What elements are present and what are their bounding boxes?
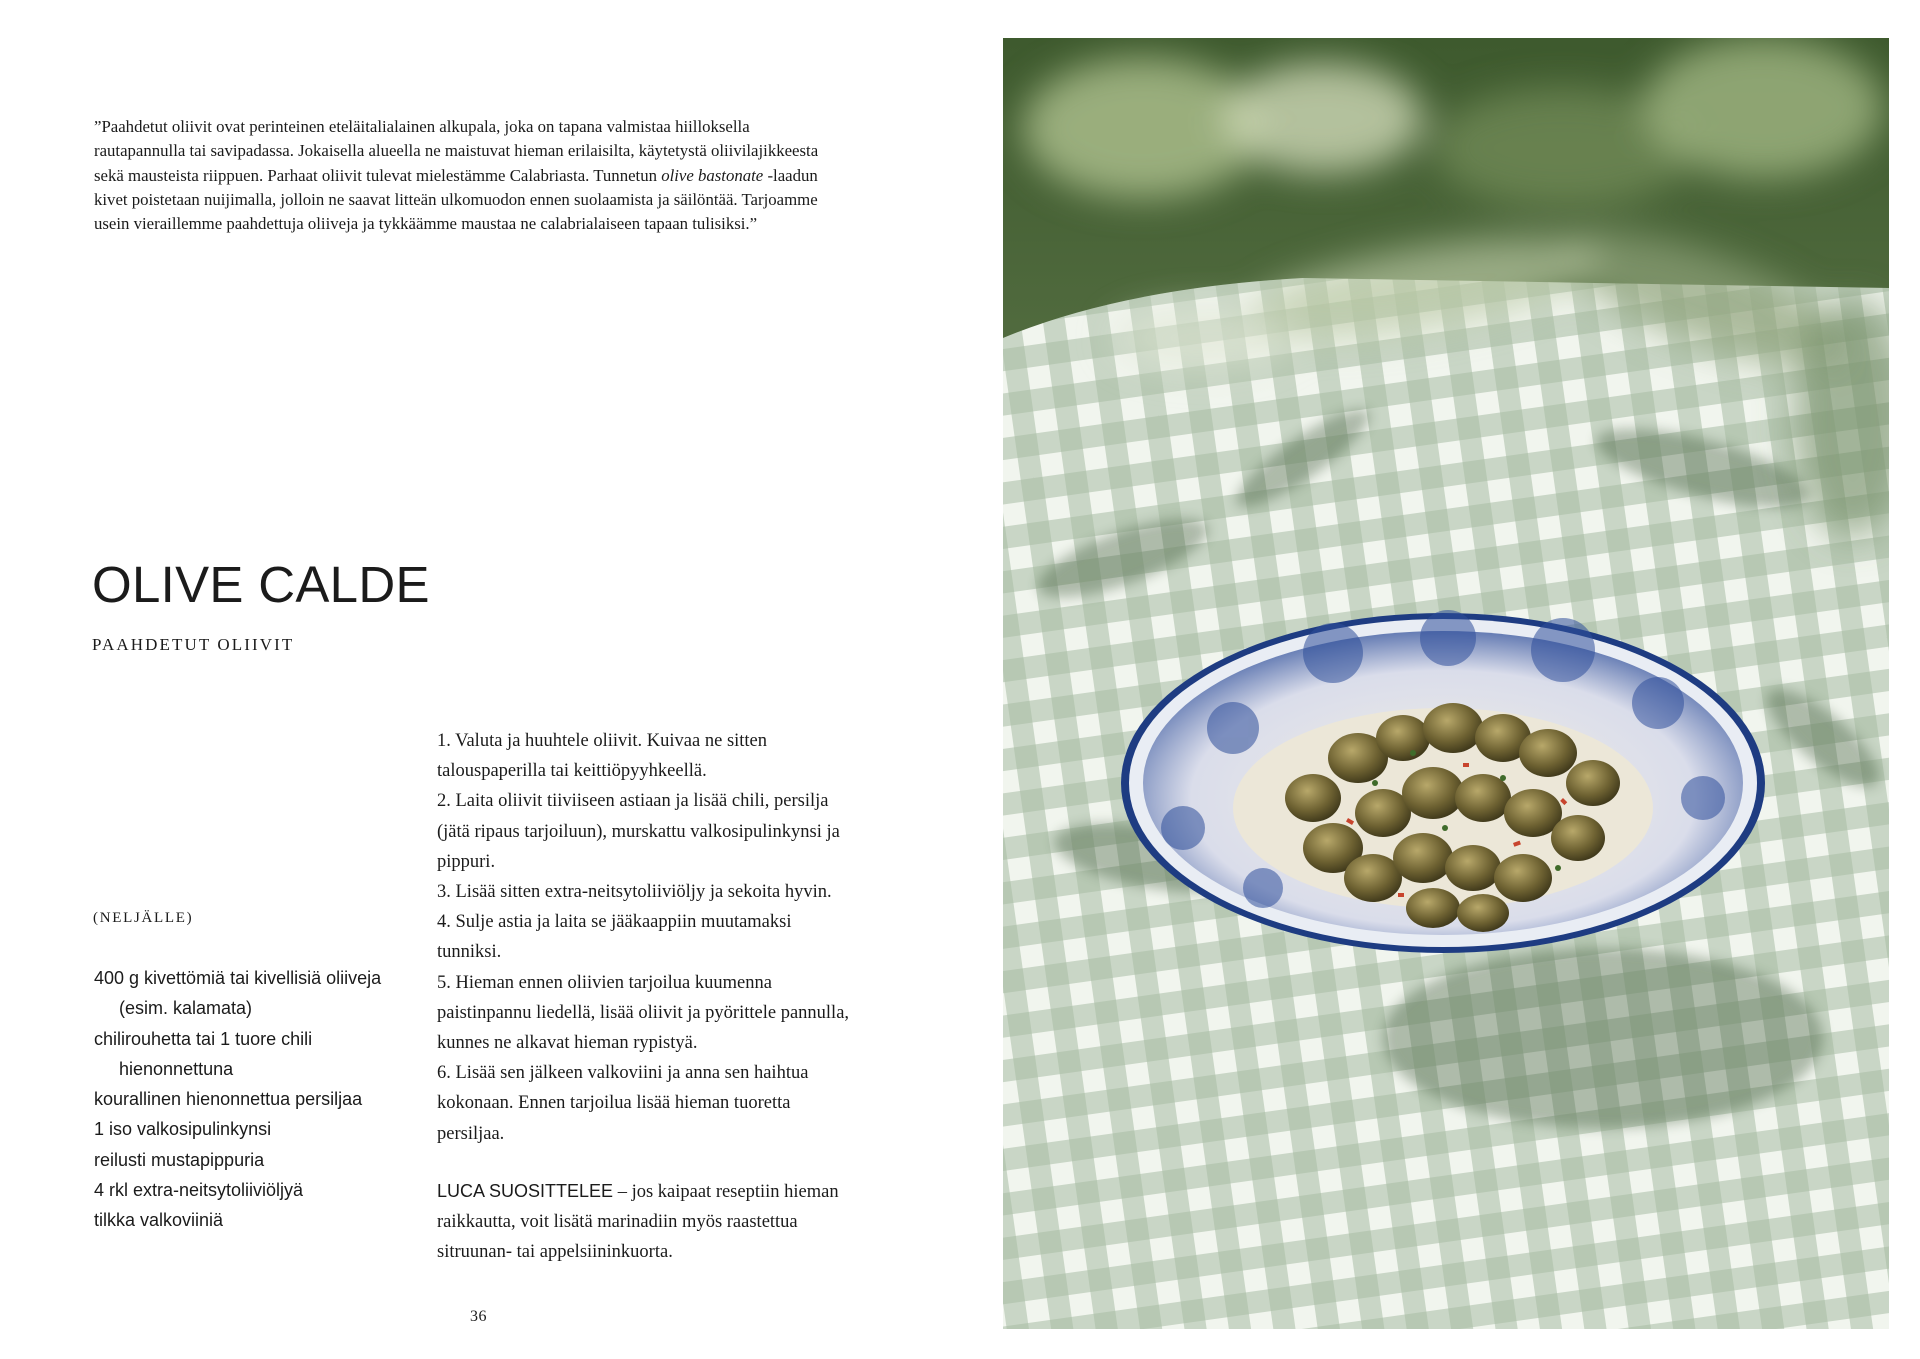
tip-text: – jos kaipaat reseptiin hieman raikkautta, voit lisätä marinadiin myös raastettua sitruunan- tai appelsiininkuorta. <box>437 1182 839 1263</box>
ingredient-item: kourallinen hienonnettua persiljaa <box>94 1089 363 1110</box>
ingredient-item: 400 g kivettömiä tai kivellisiä oliiveja (esim. kalamata) <box>94 968 382 1019</box>
ingredient-item: reilusti mustapippuria <box>94 1149 265 1170</box>
recipe-subtitle: PAAHDETUT OLIIVIT <box>92 635 295 654</box>
ingredient-item: tilkka valkoviiniä <box>94 1210 224 1231</box>
intro-text-1: ”Paahdetut oliivit ovat perinteinen eteläitalialainen alkupala, joka on tapana valmistaa hiilloksella rautapannulla tai savipadassa. Jokaisella alueella ne maistuvat hieman erilaisilta, käytetystä oliivilajikkeesta sekä mausteista riippuen. Parhaat oliivit tulevat mielestämme Calabriasta. Tunnetun <box>94 117 819 185</box>
intro-text-2: -laadun kivet poistetaan nuijimalla, jolloin ne saavat litteän ulkomuodon ennen suolaamista ja säilöntää. Tarjoamme usein vieraillemme paahdettuja oliiveja ja tykkäämme maustaa ne calabrialaiseen tapaan tulisiksi.” <box>94 165 818 234</box>
method-step: 4. Sulje astia ja laita se jääkaappiin muutamaksi tunniksi. <box>437 912 792 963</box>
tip-label: LUCA SUOSITTELEE <box>437 1181 614 1201</box>
servings-label: (NELJÄLLE) <box>93 910 194 926</box>
ingredient-item: 1 iso valkosipulinkynsi <box>94 1119 272 1140</box>
ingredient-list <box>94 963 394 1236</box>
ingredient-item: chilirouhetta tai 1 tuore chili hienonnettuna <box>94 1028 313 1079</box>
method-step: 1. Valuta ja huuhtele oliivit. Kuivaa ne sitten talouspaperilla tai keittiöpyyhkeellä. <box>437 731 768 782</box>
method-step: 2. Laita oliivit tiiviiseen astiaan ja lisää chili, persilja (jätä ripaus tarjoiluun), murskattu valkosipulinkynsi ja pippuri. <box>437 791 840 872</box>
intro-paragraph <box>94 115 824 236</box>
intro-italic: olive bastonate <box>661 165 764 185</box>
olive-bowl-photo <box>1003 38 1889 1329</box>
method-step: 5. Hieman ennen oliivien tarjoilua kuumenna paistinpannu liedellä, lisää oliivit ja pyörittele pannulla, kunnes ne alkavat hieman rypistyä. <box>437 972 850 1054</box>
method-steps <box>437 726 857 1149</box>
chef-tip <box>437 1176 862 1268</box>
recipe-title: OLIVE CALDE <box>92 556 430 613</box>
page-number: 36 <box>470 1308 487 1325</box>
photo-illustration <box>1003 38 1889 1329</box>
method-step: 3. Lisää sitten extra-neitsytoliiviöljy ja sekoita hyvin. <box>437 882 832 903</box>
method-step: 6. Lisää sen jälkeen valkoviini ja anna sen haihtua kokonaan. Ennen tarjoilua lisää hieman tuoretta persiljaa. <box>437 1063 809 1144</box>
ingredient-item: 4 rkl extra-neitsytoliiviöljyä <box>94 1180 304 1201</box>
